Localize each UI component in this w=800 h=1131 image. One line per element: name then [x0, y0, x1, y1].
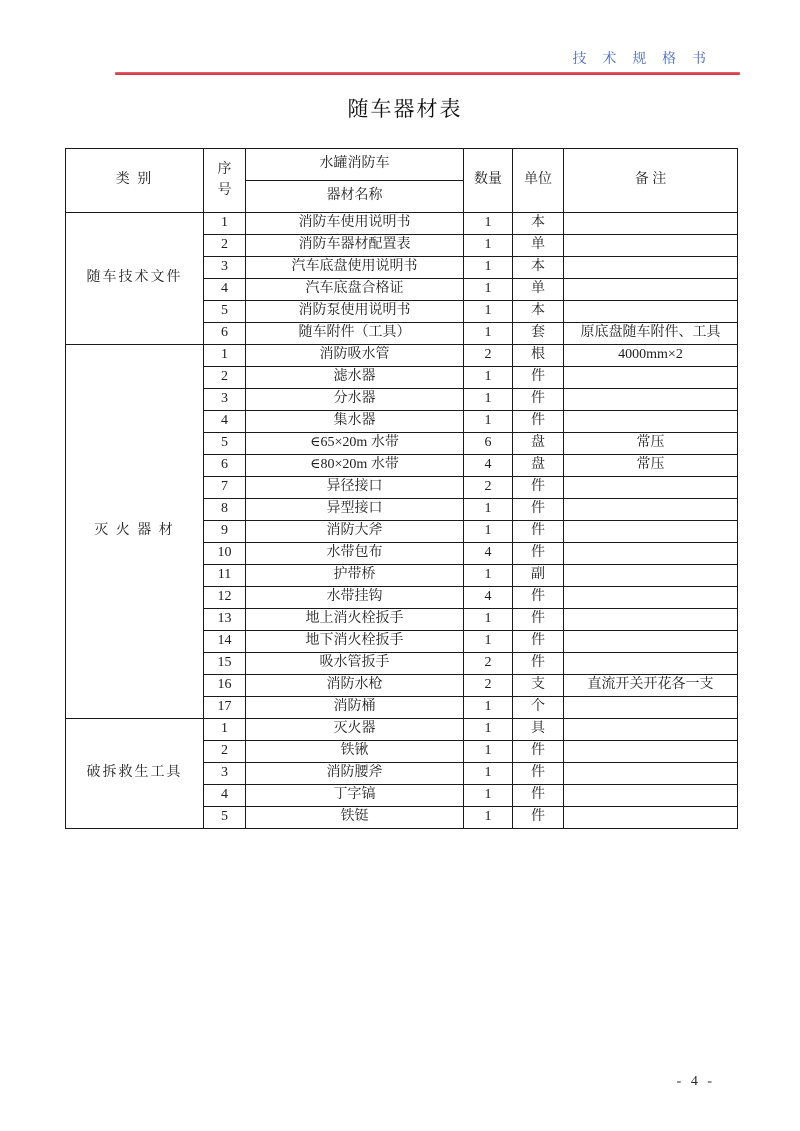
page-header: [115, 48, 740, 74]
remark-cell: 原底盘随车附件、工具: [564, 323, 738, 345]
header-index: [204, 149, 246, 213]
item-name-cell: ∈80×20m 水带: [246, 455, 464, 477]
remark-cell: 常压: [564, 455, 738, 477]
remark-cell: [564, 631, 738, 653]
item-name-cell: 地上消火栓扳手: [246, 609, 464, 631]
item-name-cell: 集水器: [246, 411, 464, 433]
item-name-cell: 水带挂钩: [246, 587, 464, 609]
quantity-cell: 1: [464, 499, 513, 521]
header-row-1: [66, 149, 738, 181]
item-name-cell: 铁锹: [246, 741, 464, 763]
quantity-cell: 2: [464, 477, 513, 499]
unit-cell: 副: [513, 565, 564, 587]
quantity-cell: 1: [464, 565, 513, 587]
header-index-text: 序号: [217, 162, 232, 198]
quantity-cell: 1: [464, 323, 513, 345]
quantity-cell: 1: [464, 741, 513, 763]
unit-cell: 件: [513, 631, 564, 653]
unit-cell: 个: [513, 697, 564, 719]
index-cell: 2: [204, 367, 246, 389]
index-cell: 1: [204, 345, 246, 367]
index-cell: 3: [204, 389, 246, 411]
unit-cell: 根: [513, 345, 564, 367]
item-name-cell: 异径接口: [246, 477, 464, 499]
unit-cell: 件: [513, 477, 564, 499]
equipment-table-header: [66, 149, 738, 213]
header-item-name: 器材名称: [246, 181, 464, 213]
unit-cell: 件: [513, 807, 564, 829]
item-name-cell: 地下消火栓扳手: [246, 631, 464, 653]
page-title: 随车器材表: [347, 97, 463, 121]
quantity-cell: 2: [464, 653, 513, 675]
remark-cell: [564, 653, 738, 675]
remark-cell: 4000mm×2: [564, 345, 738, 367]
category-cell: 灭 火 器 材: [66, 345, 204, 719]
index-cell: 2: [204, 235, 246, 257]
quantity-cell: 1: [464, 719, 513, 741]
item-name-cell: 消防大斧: [246, 521, 464, 543]
index-cell: 9: [204, 521, 246, 543]
index-cell: 13: [204, 609, 246, 631]
header-remark: 备 注: [564, 149, 738, 213]
unit-cell: 支: [513, 675, 564, 697]
index-cell: 16: [204, 675, 246, 697]
remark-cell: [564, 697, 738, 719]
index-cell: 10: [204, 543, 246, 565]
quantity-cell: 1: [464, 389, 513, 411]
unit-cell: 具: [513, 719, 564, 741]
quantity-cell: 1: [464, 697, 513, 719]
unit-cell: 盘: [513, 455, 564, 477]
unit-cell: 件: [513, 367, 564, 389]
index-cell: 5: [204, 807, 246, 829]
remark-cell: 常压: [564, 433, 738, 455]
unit-cell: 件: [513, 785, 564, 807]
quantity-cell: 1: [464, 631, 513, 653]
item-name-cell: 消防桶: [246, 697, 464, 719]
remark-cell: [564, 807, 738, 829]
quantity-cell: 1: [464, 521, 513, 543]
index-cell: 1: [204, 213, 246, 235]
index-cell: 4: [204, 785, 246, 807]
index-cell: 8: [204, 499, 246, 521]
quantity-cell: 1: [464, 279, 513, 301]
unit-cell: 本: [513, 301, 564, 323]
remark-cell: [564, 499, 738, 521]
unit-cell: 件: [513, 587, 564, 609]
quantity-cell: 4: [464, 543, 513, 565]
unit-cell: 单: [513, 279, 564, 301]
item-name-cell: 滤水器: [246, 367, 464, 389]
table-row: [66, 213, 738, 235]
index-cell: 5: [204, 433, 246, 455]
doc-type-label: 技 术 规 格 书: [572, 50, 712, 66]
remark-cell: [564, 543, 738, 565]
header-vehicle-type: 水罐消防车: [246, 149, 464, 181]
remark-cell: [564, 741, 738, 763]
unit-cell: 件: [513, 609, 564, 631]
equipment-table-body: [66, 213, 738, 829]
item-name-cell: ∈65×20m 水带: [246, 433, 464, 455]
index-cell: 12: [204, 587, 246, 609]
item-name-cell: 消防车使用说明书: [246, 213, 464, 235]
remark-cell: [564, 609, 738, 631]
quantity-cell: 4: [464, 587, 513, 609]
remark-cell: [564, 301, 738, 323]
remark-cell: [564, 279, 738, 301]
index-cell: 6: [204, 455, 246, 477]
item-name-cell: 吸水管扳手: [246, 653, 464, 675]
unit-cell: 套: [513, 323, 564, 345]
quantity-cell: 1: [464, 235, 513, 257]
unit-cell: 单: [513, 235, 564, 257]
index-cell: 2: [204, 741, 246, 763]
unit-cell: 件: [513, 543, 564, 565]
quantity-cell: 1: [464, 785, 513, 807]
unit-cell: 件: [513, 521, 564, 543]
remark-cell: [564, 477, 738, 499]
remark-cell: [564, 213, 738, 235]
quantity-cell: 1: [464, 807, 513, 829]
header-unit: 单位: [513, 149, 564, 213]
unit-cell: 件: [513, 499, 564, 521]
quantity-cell: 6: [464, 433, 513, 455]
index-cell: 4: [204, 279, 246, 301]
quantity-cell: 2: [464, 345, 513, 367]
index-cell: 3: [204, 763, 246, 785]
item-name-cell: 消防车器材配置表: [246, 235, 464, 257]
table-row: [66, 719, 738, 741]
header-category: 类 别: [66, 149, 204, 213]
remark-cell: [564, 257, 738, 279]
item-name-cell: 消防水枪: [246, 675, 464, 697]
item-name-cell: 灭火器: [246, 719, 464, 741]
index-cell: 17: [204, 697, 246, 719]
quantity-cell: 1: [464, 763, 513, 785]
header-quantity: 数量: [464, 149, 513, 213]
quantity-cell: 1: [464, 367, 513, 389]
item-name-cell: 护带桥: [246, 565, 464, 587]
item-name-cell: 汽车底盘合格证: [246, 279, 464, 301]
index-cell: 1: [204, 719, 246, 741]
remark-cell: [564, 367, 738, 389]
unit-cell: 件: [513, 389, 564, 411]
index-cell: 5: [204, 301, 246, 323]
remark-cell: [564, 389, 738, 411]
remark-cell: [564, 565, 738, 587]
remark-cell: [564, 587, 738, 609]
item-name-cell: 丁字镐: [246, 785, 464, 807]
item-name-cell: 消防腰斧: [246, 763, 464, 785]
unit-cell: 本: [513, 257, 564, 279]
remark-cell: 直流开关开花各一支: [564, 675, 738, 697]
item-name-cell: 随车附件（工具）: [246, 323, 464, 345]
item-name-cell: 消防吸水管: [246, 345, 464, 367]
header-rule: [115, 72, 740, 75]
quantity-cell: 4: [464, 455, 513, 477]
index-cell: 6: [204, 323, 246, 345]
unit-cell: 本: [513, 213, 564, 235]
unit-cell: 盘: [513, 433, 564, 455]
remark-cell: [564, 763, 738, 785]
quantity-cell: 1: [464, 609, 513, 631]
equipment-table: [65, 148, 738, 829]
unit-cell: 件: [513, 763, 564, 785]
item-name-cell: 异型接口: [246, 499, 464, 521]
index-cell: 4: [204, 411, 246, 433]
table-row: [66, 345, 738, 367]
quantity-cell: 1: [464, 257, 513, 279]
quantity-cell: 1: [464, 213, 513, 235]
category-cell: 随车技术文件: [66, 213, 204, 345]
unit-cell: 件: [513, 411, 564, 433]
quantity-cell: 1: [464, 301, 513, 323]
index-cell: 14: [204, 631, 246, 653]
remark-cell: [564, 235, 738, 257]
index-cell: 3: [204, 257, 246, 279]
index-cell: 15: [204, 653, 246, 675]
item-name-cell: 汽车底盘使用说明书: [246, 257, 464, 279]
remark-cell: [564, 521, 738, 543]
remark-cell: [564, 785, 738, 807]
item-name-cell: 铁铤: [246, 807, 464, 829]
item-name-cell: 分水器: [246, 389, 464, 411]
category-cell: 破拆救生工具: [66, 719, 204, 829]
page-number: - 4 -: [676, 1074, 715, 1089]
quantity-cell: 1: [464, 411, 513, 433]
item-name-cell: 消防泵使用说明书: [246, 301, 464, 323]
item-name-cell: 水带包布: [246, 543, 464, 565]
remark-cell: [564, 411, 738, 433]
unit-cell: 件: [513, 741, 564, 763]
quantity-cell: 2: [464, 675, 513, 697]
index-cell: 11: [204, 565, 246, 587]
index-cell: 7: [204, 477, 246, 499]
unit-cell: 件: [513, 653, 564, 675]
remark-cell: [564, 719, 738, 741]
